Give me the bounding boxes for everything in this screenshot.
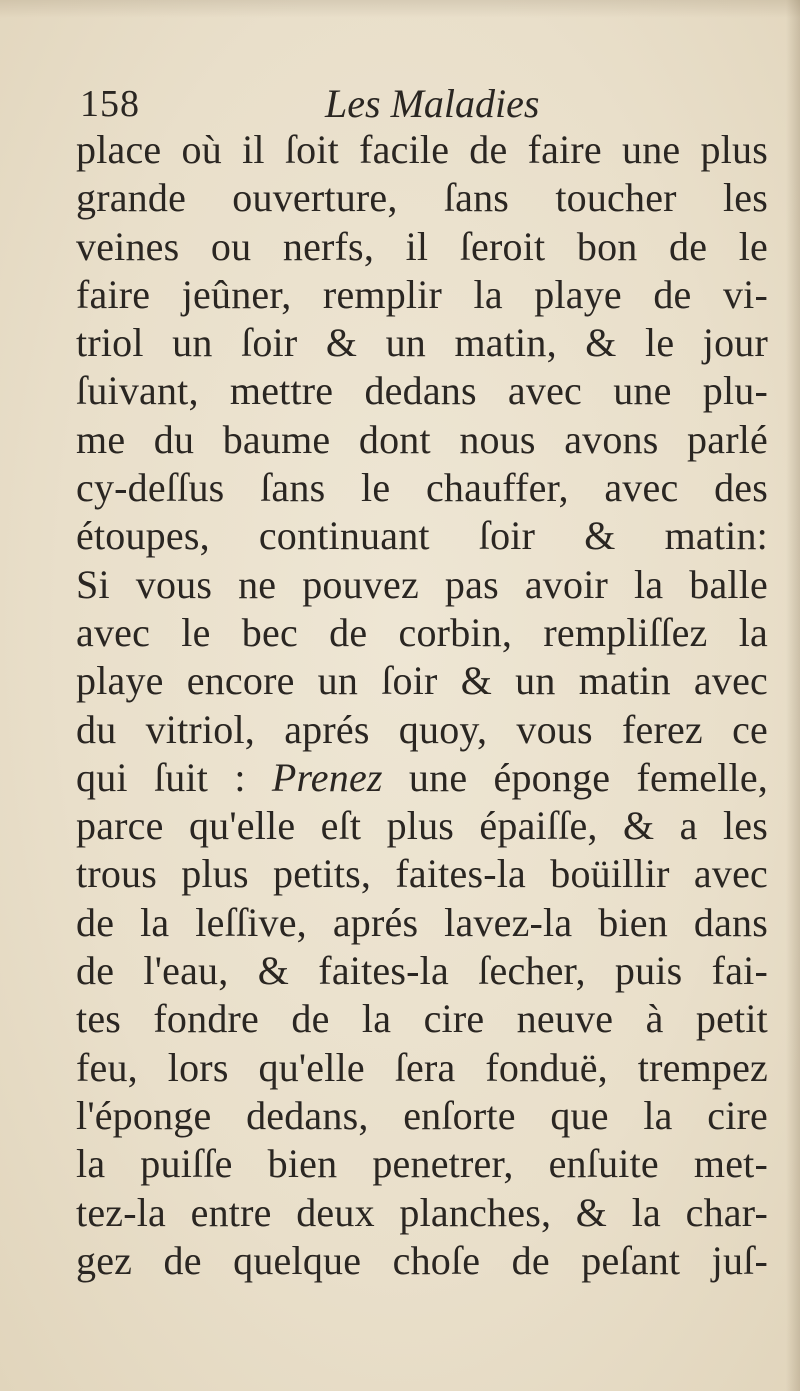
running-title: Les Maladies: [325, 81, 540, 126]
text-line: place où il ſoit facile de faire une plus: [76, 127, 768, 172]
italic-word: Prenez: [271, 754, 383, 800]
page-header: [80, 80, 770, 128]
text-line: gez de quelque choſe de peſant juſ-: [76, 1237, 768, 1283]
page-top-shadow: [0, 0, 800, 18]
text-line: feu, lors qu'elle ſera fonduë, trempez: [76, 1044, 768, 1090]
body-text: [76, 126, 768, 1285]
text-line: avec le bec de corbin, rempliſſez la: [76, 609, 768, 655]
text-line: cy-deſſus ſans le chauffer, avec des: [76, 465, 768, 511]
text-line: étoupes, continuant ſoir & matin:: [76, 513, 768, 559]
text-line: l'éponge dedans, enſorte que la cire: [76, 1092, 768, 1138]
text-segment: qui ſuit :: [76, 754, 272, 800]
page-number: 158: [80, 83, 140, 125]
text-line: tes fondre de la cire neuve à petit: [76, 996, 768, 1042]
text-line: faire jeûner, remplir la playe de vi-: [76, 271, 768, 317]
page-edge-shadow: [786, 0, 800, 1391]
text-line-with-italic: [76, 754, 768, 802]
text-line: playe encore un ſoir & un matin avec: [76, 658, 768, 704]
text-line: la puiſſe bien penetrer, enſuite met-: [76, 1141, 768, 1187]
text-line: de l'eau, & faites-la ſecher, puis fai-: [76, 948, 768, 994]
text-line: triol un ſoir & un matin, & le jour: [76, 320, 768, 366]
text-line: grande ouverture, ſans toucher les: [76, 175, 768, 221]
text-line: parce qu'elle eſt plus épaiſſe, & a les: [76, 803, 768, 849]
text-line: tez-la entre deux planches, & la char-: [76, 1189, 768, 1235]
text-segment: une éponge femelle,: [382, 754, 768, 800]
text-line: trous plus petits, faites-la boüillir avec: [76, 851, 768, 897]
text-line: ſuivant, mettre dedans avec une plu-: [76, 368, 768, 414]
text-line: Si vous ne pouvez pas avoir la balle: [76, 561, 768, 607]
text-line: de la leſſive, aprés lavez-la bien dans: [76, 899, 768, 945]
text-line: me du baume dont nous avons parlé: [76, 416, 768, 462]
text-line: veines ou nerfs, il ſeroit bon de le: [76, 223, 768, 269]
text-line: du vitriol, aprés quoy, vous ferez ce: [76, 706, 768, 752]
